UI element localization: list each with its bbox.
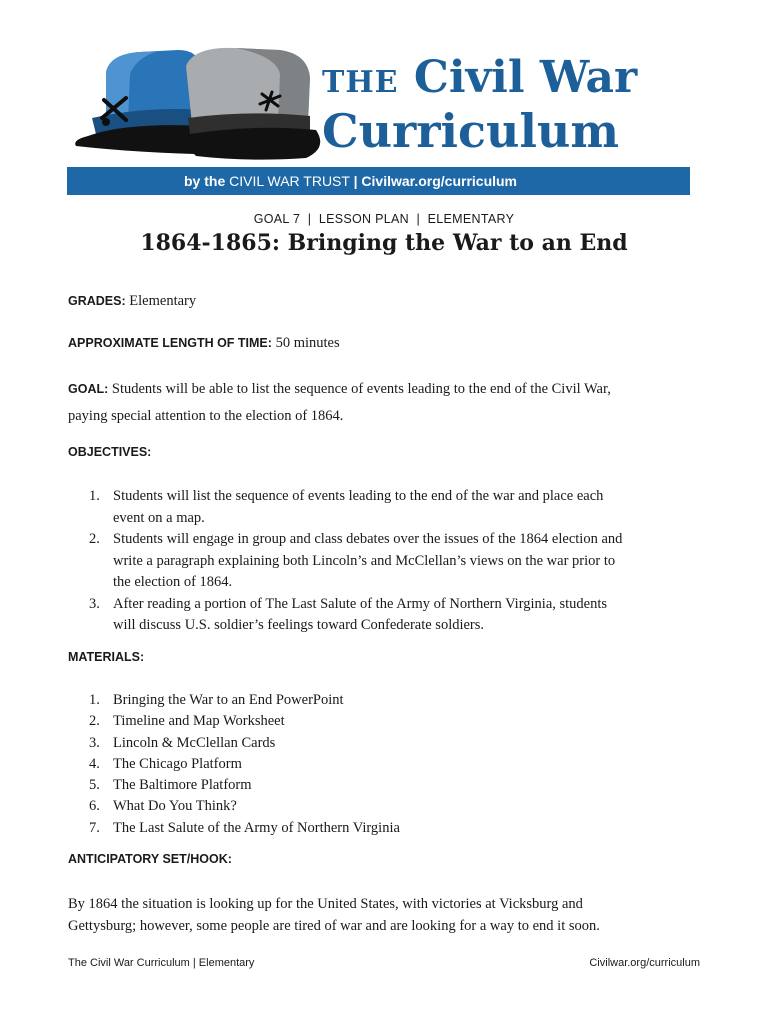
materials-list <box>68 690 698 839</box>
objective-number: 3. <box>89 595 100 612</box>
objective-item <box>68 529 698 594</box>
material-text: The Chicago Platform <box>113 755 242 772</box>
banner-org: CIVIL WAR TRUST <box>229 173 350 189</box>
brand-title-line1 <box>322 52 638 103</box>
banner-separator: | <box>353 173 358 189</box>
objective-number: 2. <box>89 531 100 547</box>
material-text: Timeline and Map Worksheet <box>113 713 285 730</box>
hook-line2: Gettysburg; however, some people are tired of war and are looking for a way to end it soon. <box>68 918 600 934</box>
material-text: The Baltimore Platform <box>113 777 252 794</box>
goal-field <box>68 376 708 430</box>
objective-item <box>68 594 698 637</box>
grades-label: GRADES: <box>68 294 126 308</box>
banner-url-link[interactable]: Civilwar.org/curriculum <box>361 173 518 189</box>
material-item <box>68 733 698 754</box>
lesson-meta-text: GOAL 7 | LESSON PLAN | ELEMENTARY <box>253 212 515 226</box>
lesson-meta-line <box>0 212 768 226</box>
objective-text: Students will list the sequence of events leading to the end of the war and place each <box>113 488 604 504</box>
objectives-heading: OBJECTIVES: <box>68 445 152 459</box>
objective-text: the election of 1864. <box>113 574 233 590</box>
brand-title-line2: Curriculum <box>322 104 620 158</box>
grades-field <box>68 293 708 310</box>
confederate-kepi-icon <box>186 48 320 160</box>
civil-war-caps-logo-icon <box>66 44 328 174</box>
objective-text: event on a map. <box>113 509 205 526</box>
material-item <box>68 818 698 839</box>
hook-paragraph <box>68 893 708 937</box>
length-value: 50 minutes <box>275 335 340 351</box>
length-label: APPROXIMATE LENGTH OF TIME: <box>68 336 272 350</box>
materials-heading: MATERIALS: <box>68 650 145 664</box>
material-number: 1. <box>89 692 100 708</box>
footer-url-link[interactable]: Civilwar.org/curriculum <box>589 957 700 969</box>
grades-value: Elementary <box>129 293 197 309</box>
material-text: The Last Salute of the Army of Northern Virginia <box>113 819 400 836</box>
brand-civil-war: Civil War <box>413 52 638 103</box>
brand-banner <box>67 167 690 195</box>
material-item <box>68 711 698 732</box>
material-item <box>68 796 698 817</box>
material-number: 2. <box>89 713 100 730</box>
objective-text: write a paragraph explaining both Lincoln’s and McClellan’s views on the war prior to <box>113 552 616 569</box>
banner-by: by the <box>184 173 226 189</box>
goal-label: GOAL: <box>68 382 109 396</box>
hook-line1: By 1864 the situation is looking up for the United States, with victories at Vicksburg and <box>68 896 583 912</box>
objective-text: After reading a portion of The Last Salute of the Army of Northern Virginia, students <box>113 595 608 612</box>
material-item <box>68 690 698 711</box>
objective-text: Students will engage in group and class debates over the issues of the 1864 election and <box>113 531 623 547</box>
material-item <box>68 775 698 796</box>
objective-item <box>68 486 698 529</box>
material-number: 4. <box>89 755 100 772</box>
material-number: 3. <box>89 734 100 751</box>
material-item <box>68 754 698 775</box>
length-field <box>68 335 708 352</box>
objective-text: will discuss U.S. soldier’s feelings toward Confederate soldiers. <box>113 617 485 633</box>
material-number: 7. <box>89 819 100 836</box>
hook-heading: ANTICIPATORY SET/HOOK: <box>68 852 232 866</box>
material-text: Bringing the War to an End PowerPoint <box>113 692 344 708</box>
goal-line1: Students will be able to list the sequence of events leading to the end of the Civil War, <box>111 381 611 397</box>
material-text: Lincoln & McClellan Cards <box>113 734 276 751</box>
material-number: 6. <box>89 798 100 815</box>
page-title: 1864-1865: Bringing the War to an End <box>140 230 628 256</box>
material-number: 5. <box>89 777 100 794</box>
material-text: What Do You Think? <box>113 798 237 815</box>
brand-the: THE <box>322 65 399 100</box>
goal-line2: paying special attention to the election of 1864. <box>68 408 344 424</box>
objective-number: 1. <box>89 488 100 504</box>
footer-left: The Civil War Curriculum | Elementary <box>68 957 255 969</box>
objectives-list <box>68 486 698 637</box>
